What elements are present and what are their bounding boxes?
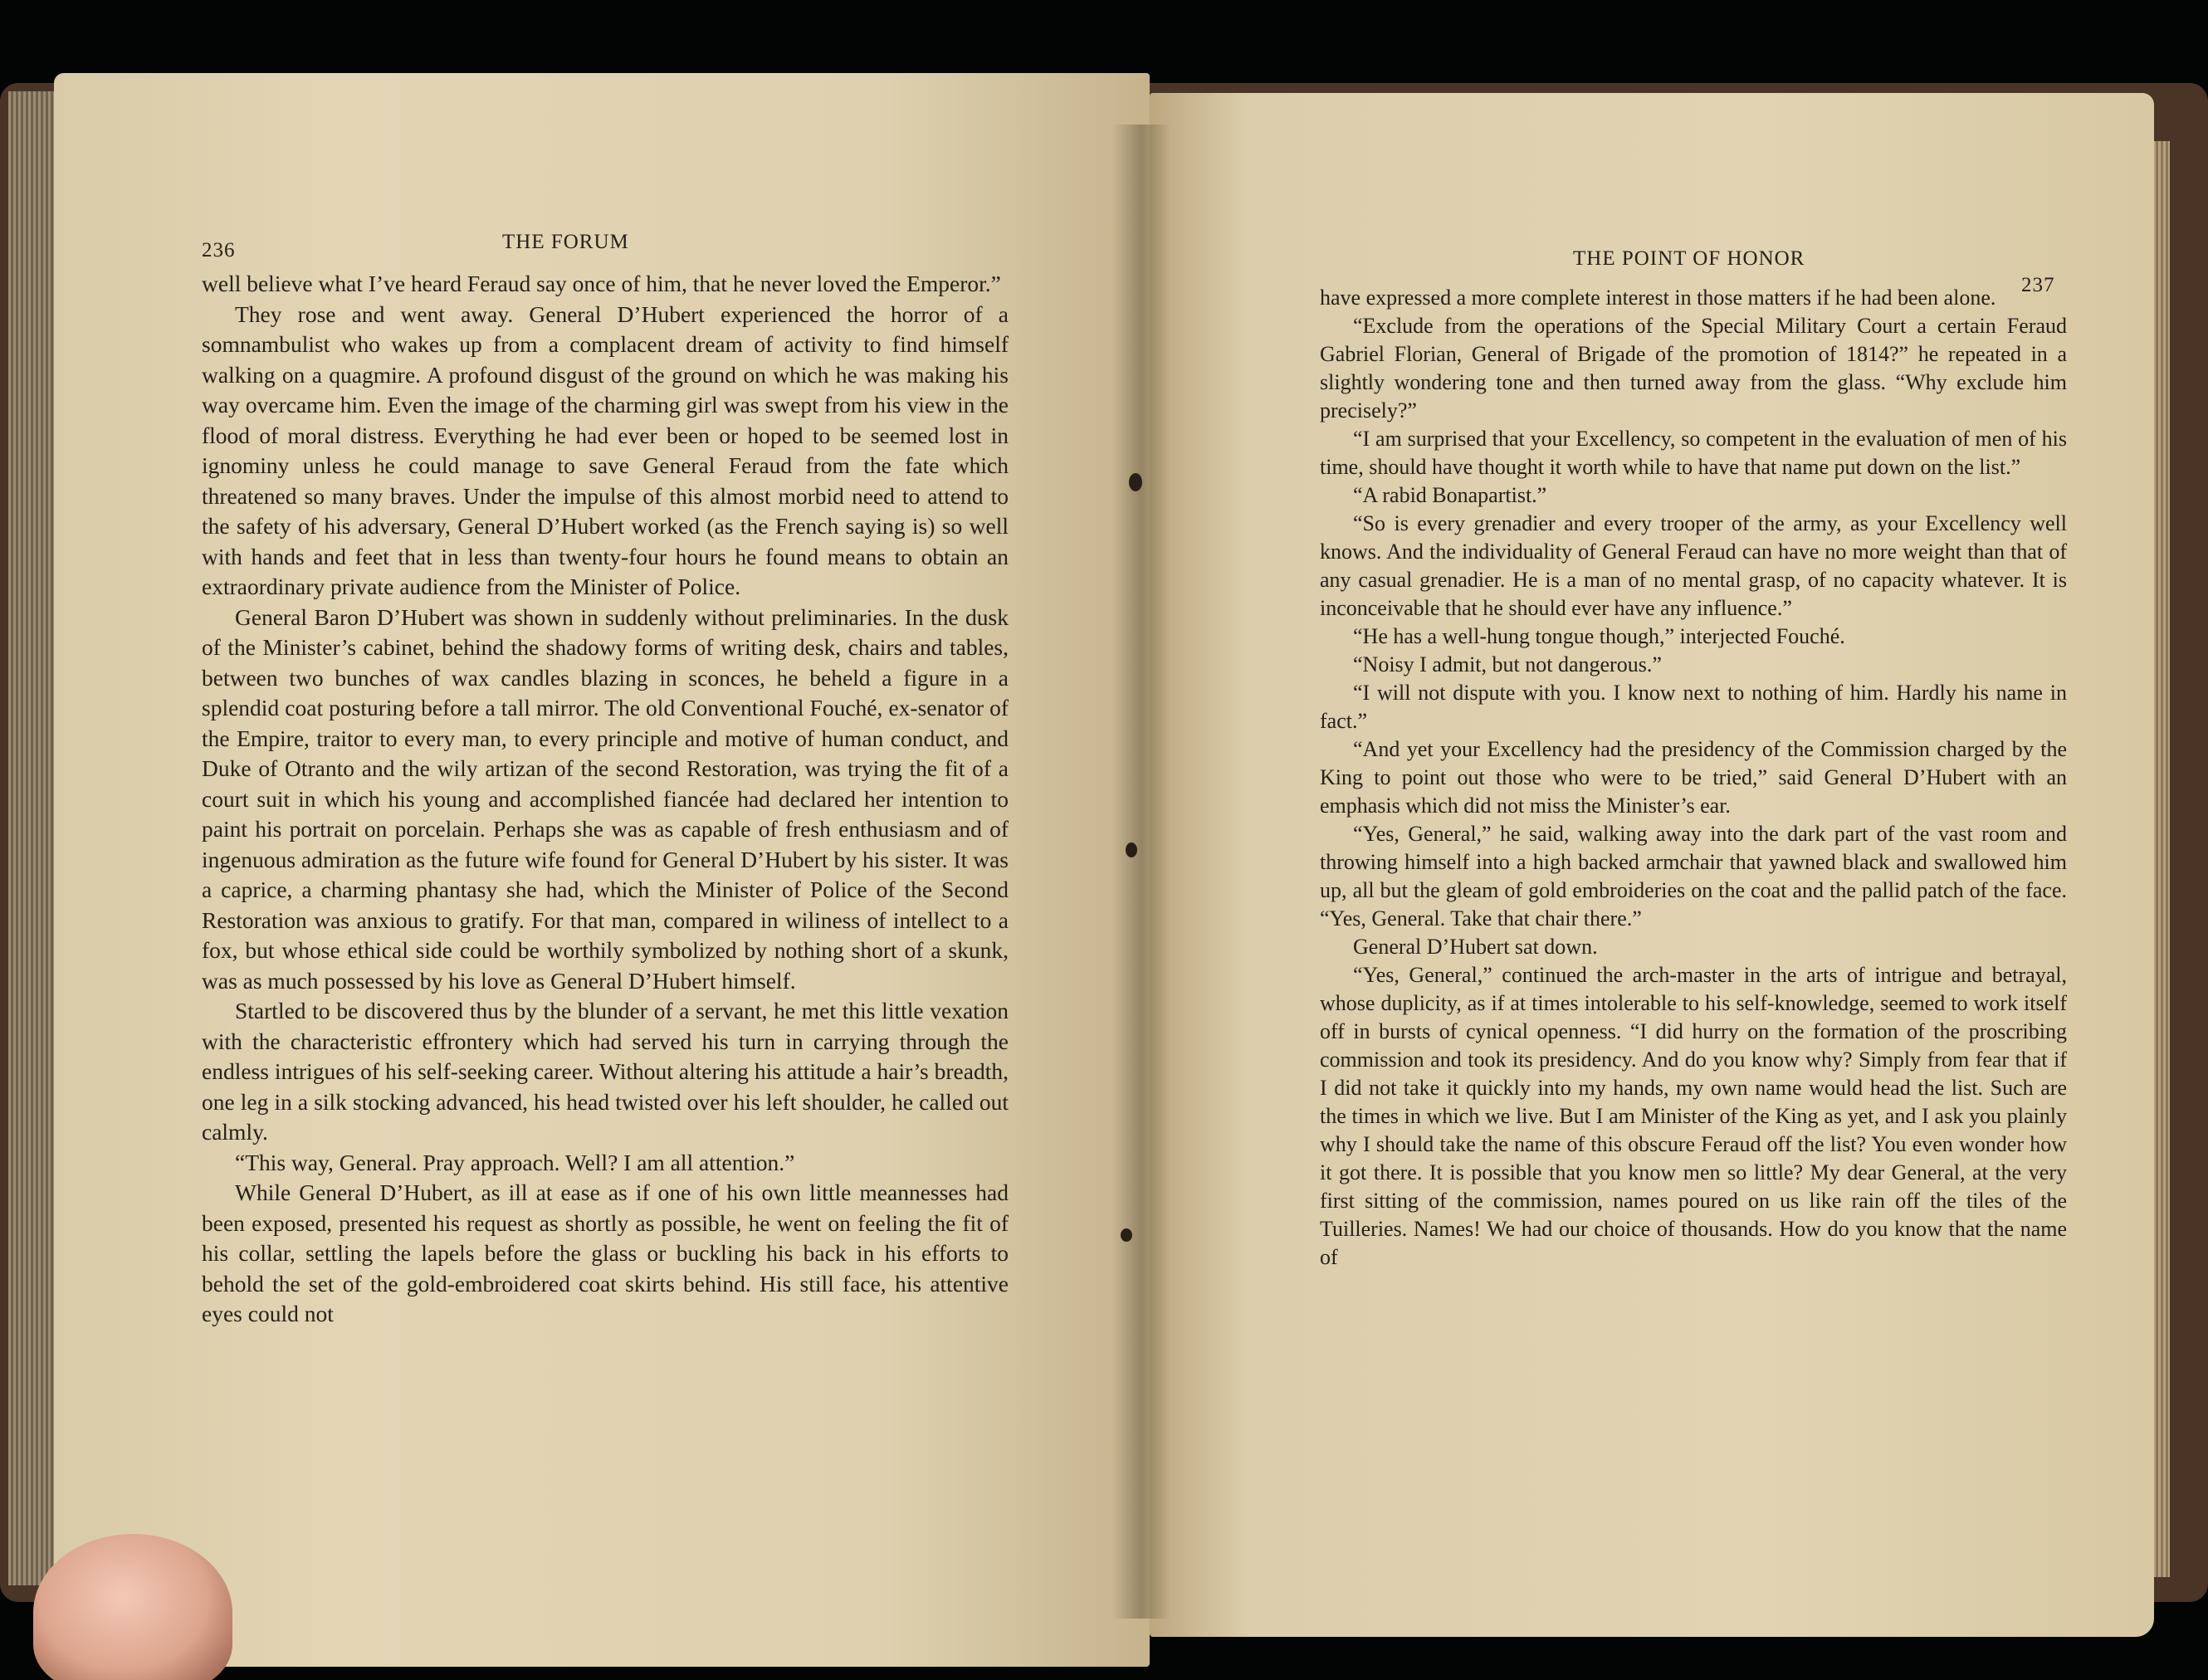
right-page: [1150, 93, 2154, 1637]
paragraph: While General D’Hubert, as ill at ease as if one of his own little meannesses had been exposed, presented his request as shortly as possible, he went on feeling the fit of his collar, settling the lapels before the glass or buckling his back in his efforts to behold the set of the gold-embroidered coat skirts behind. His still face, his attentive eyes could not: [202, 1179, 1009, 1326]
paragraph: “So is every grenadier and every trooper of the army, as your Excellency well knows. And the individuality of General Feraud can have no more weight than that of any casual grenadier. He is a man of no mental grasp, of no capacity whatever. It is inconceivable that he should ever have any influence.”: [1320, 511, 2067, 620]
paragraph: They rose and went away. General D’Hubert experienced the horror of a somnambulist who wakes up from a complacent dream of activity to find himself walking on a quagmire. A profound disgust of the ground on which he was making his way overcame him. Even the image of the charming girl was swept from his view in the flood of moral distress. Everything he had ever been or hoped to be seemed lost in ignominy unless he could manage to save General Feraud from the fate which threatened so many braves. Under the impulse of this almost morbid need to attend to the safety of his adversary, General D’Hubert worked (as the French saying is) so well with hands and feet that in less than twenty-four hours he found means to obtain an extraordinary private audience from the Minister of Police.: [202, 300, 1009, 599]
paragraph: “I am surprised that your Excellency, so competent in the evaluation of men of his time, should have thought it worth while to have that name put down on the list.”: [1320, 427, 2067, 479]
thumb: [33, 1534, 232, 1680]
paragraph: “Yes, General,” continued the arch-master in the arts of intrigue and betrayal, whose duplicity, as if at times intolerable to his self-knowledge, seemed to work itself off in bursts of cynical openness. “I did hurry on the formation of the proscribing commission and took its presidency. And do you know why? Simply from fear that if I did not take it quickly into my hands, my own name would head the list. Such are the times in which we live. But I am Minister of the King as yet, and I ask you plainly why I should take the name of this obscure Feraud off the list? You even wonder how it got there. It is possible that you know men so little? My dear General, at the very first sitting of the commission, names poured on us like rain off the tiles of the Tuilleries. Names! We had our choice of thousands. How do you know that the name of: [1320, 963, 2067, 1269]
right-page-number: 237: [2021, 274, 2055, 296]
paragraph: well believe what I’ve heard Feraud say once of him, that he never loved the Emperor.”: [202, 271, 1001, 296]
book-gutter: [1112, 125, 1170, 1619]
paragraph: General D’Hubert sat down.: [1353, 935, 1598, 959]
left-running-head: THE FORUM: [502, 231, 629, 253]
left-body-text: [202, 269, 1009, 1330]
binding-mark: [1126, 842, 1137, 857]
right-running-head: THE POINT OF HONOR: [1573, 247, 1805, 270]
paragraph: “He has a well-hung tongue though,” interjected Fouché.: [1353, 624, 1845, 648]
right-body-text: [1320, 284, 2067, 1272]
page-edges-left: [8, 91, 54, 1585]
paragraph: “This way, General. Pray approach. Well? I am all attention.”: [235, 1149, 795, 1175]
paragraph: “Exclude from the operations of the Special Military Court a certain Feraud Gabriel Florian, General of Brigade of the promotion of 1814?” he repeated in a slightly wondering tone and then turned away from the glass. “Why exclude him precisely?”: [1320, 314, 2067, 422]
paragraph: “Yes, General,” he said, walking away into the dark part of the vast room and throwing himself into a high backed armchair that yawned black and swallowed him up, all but the gleam of gold embroideries on the coat and the pallid patch of the face. “Yes, General. Take that chair there.”: [1320, 822, 2067, 930]
paragraph: Startled to be discovered thus by the blunder of a servant, he met this little vexation with the characteristic effrontery which had served his turn in carrying through the endless intrigues of his self-seeking career. Without altering his attitude a hair’s breadth, one leg in a silk stocking advanced, his head twisted over his left shoulder, he called out calmly.: [202, 998, 1009, 1145]
paragraph: “Noisy I admit, but not dangerous.”: [1353, 652, 1662, 676]
paragraph: “I will not dispute with you. I know next to nothing of him. Hardly his name in fact.”: [1320, 681, 2067, 733]
left-page: [54, 73, 1150, 1667]
paragraph: General Baron D’Hubert was shown in suddenly without preliminaries. In the dusk of the Minister’s cabinet, behind the shadowy forms of writing desk, chairs and tables, between two bunches of wax candles blazing in sconces, he beheld a figure in a splendid coat posturing before a tall mirror. The old Conventional Fouché, ex-senator of the Empire, traitor to every man, to every principle and motive of human conduct, and Duke of Otranto and the wily artizan of the second Restoration, was trying the fit of a court suit in which his young and accomplished fiancée had declared her intention to paint his portrait on porcelain. Perhaps she was as capable of fresh enthusiasm and of ingenuous admiration as the future wife found for General D’Hubert by his sister. It was a caprice, a charming phantasy she had, which the Minister of Police of the Second Restoration was anxious to gratify. For that man, compared in wiliness of intellect to a fox, but whose ethical side could be worthily symbolized by nothing short of a skunk, was as much possessed by his love as General D’Hubert himself.: [202, 603, 1009, 994]
paragraph: have expressed a more complete interest in those matters if he had been alone.: [1320, 286, 1996, 310]
left-page-number: 236: [202, 239, 236, 261]
binding-mark: [1129, 473, 1142, 491]
binding-mark: [1121, 1228, 1132, 1242]
paragraph: “A rabid Bonapartist.”: [1353, 483, 1547, 507]
paragraph: “And yet your Excellency had the presidency of the Commission charged by the King to point out those who were to be tried,” said General D’Hubert with an emphasis which did not miss the Minister’s ear.: [1320, 737, 2067, 818]
